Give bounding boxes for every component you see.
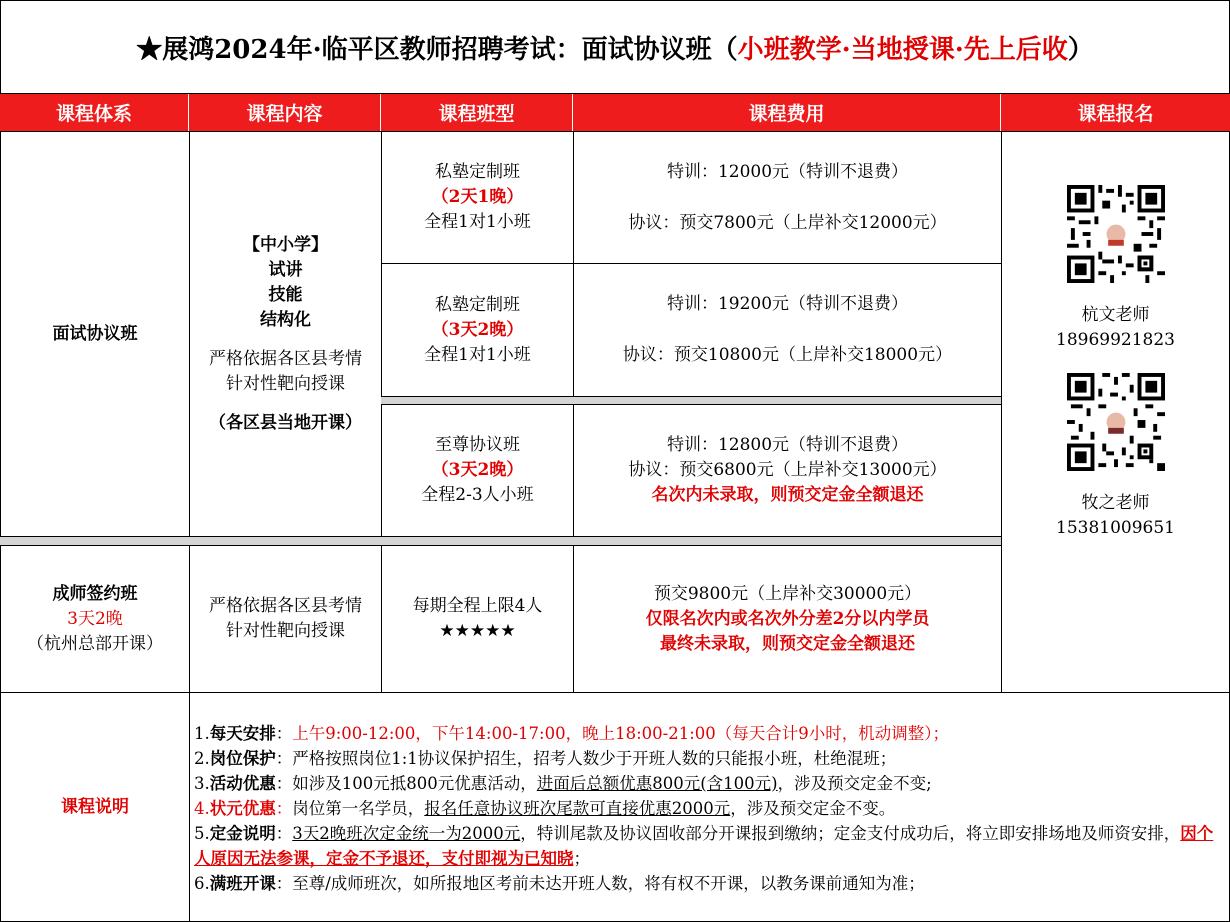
teacher-phone[interactable]: 15381009651 [1056,518,1175,538]
class-name: 私塾定制班 [435,294,520,315]
master-content-2: 针对性靶向授课 [226,621,345,641]
fee-agreement: 协议：预交6800元（上岸补交13000元） [628,460,947,480]
content-desc-1: 严格依据各区县考情 [209,348,362,369]
note-colon: ： [275,874,293,893]
note-number: 2. [194,749,210,768]
fee-training: 特训：12000元（特训不退费） [666,161,909,182]
note-colon: ： [275,749,293,768]
note-heading: 定金说明 [209,824,276,843]
signup-cell [1001,131,1230,693]
note-text: 岗位第一名学员， [292,799,425,818]
fee-training: 特训：12800元（特训不退费） [666,435,909,455]
fee-refund-note: 名次内未录取，则预交定金全额退还 [651,485,924,505]
note-text: 严格按照岗位1:1协议保护招生，招考人数少于开班人数的只能报小班，杜绝混班； [292,749,897,768]
header-course-content: 课程内容 [189,94,381,131]
class-name: 至尊协议班 [435,435,520,455]
note-colon: ： [275,724,293,743]
note-heading: 活动优惠 [209,774,276,793]
class-type-row-3 [381,404,574,537]
fee-row-3 [573,404,1002,537]
note-colon: ： [275,799,293,818]
page-title [0,0,1230,94]
note-text: 至尊/成师班次，如所报地区考前未达开班人数，将有权不开课，以教务课前通知为准； [292,874,925,893]
fee-row-2 [573,263,1002,397]
title-close: ） [1067,34,1094,65]
master-location: （杭州总部开课） [27,633,163,654]
teacher-name: 杭文老师 [1081,305,1150,325]
class-size: 全程1对1小班 [424,212,531,232]
note-text: 如涉及100元抵800元优惠活动， [292,774,537,793]
note-line-1 [194,721,1225,746]
master-fee-3: 最终未录取，则预交定金全额退还 [660,633,915,654]
master-system-label: 成师签约班 [52,583,138,604]
note-text: ，涉及预交定金不变; [777,774,932,793]
note-text: 上午9:00-12:00，下午14:00-17:00，晚上18:00-21:00（每天合计9小时，机动调整）； [292,724,950,743]
note-text-underlined: 进面后总额优惠800元(含100元) [536,774,778,793]
note-line-2 [194,746,1225,771]
note-text: ，特训尾款及协议固收部分开课报到缴纳；定金支付成功后，将立即安排场地及师资安排， [520,824,1181,843]
class-size: 全程2-3人小班 [421,485,534,505]
interview-content-cell [189,131,382,537]
class-size: 全程1对1小班 [424,344,531,365]
content-local: （各区县当地开课） [209,412,362,433]
content-level: 【中小学】 [243,234,328,255]
header-class-type: 课程班型 [381,94,573,131]
note-colon: ： [275,774,293,793]
note-heading: 岗位保护 [209,749,276,768]
title-main: ★展鸿2024年·临平区教师招聘考试：面试协议班（ [136,34,738,65]
note-text-underlined: 3天2晚班次定金统一为2000元 [292,824,521,843]
class-type-row-2 [381,263,574,397]
interview-system-label: 面试协议班 [52,323,138,344]
note-heading: 每天安排 [209,724,276,743]
master-system-cell [0,545,190,693]
master-fee-cell [573,545,1002,693]
note-number: 4. [194,799,210,818]
content-desc-2: 针对性靶向授课 [226,373,345,394]
note-text-warning: 因个人原因无法参课，定金不予退还，支付即视为已知晓 [194,824,1214,868]
note-heading: 状元优惠 [209,799,276,818]
note-line-5 [194,821,1225,871]
title-highlight: 小班教学·当地授课·先上后收 [737,34,1068,65]
header-course-system: 课程体系 [0,94,189,131]
content-item-structured: 结构化 [260,309,311,330]
master-content-1: 严格依据各区县考情 [209,596,362,616]
notes-label-cell [0,692,190,922]
note-heading: 满班开课 [209,874,276,893]
note-text-underlined: 报名任意协议班次尾款可直接优惠2000元 [424,799,731,818]
note-number: 3. [194,774,210,793]
qr-code-icon[interactable] [1067,373,1165,471]
fee-agreement: 协议：预交10800元（上岸补交18000元） [622,345,953,365]
content-item-skill: 技能 [268,284,303,305]
note-number: 6. [194,874,210,893]
teacher-phone[interactable]: 18969921823 [1056,330,1175,350]
content-item-lecture: 试讲 [268,259,303,280]
qr-code-icon[interactable] [1067,185,1165,283]
teacher-name: 牧之老师 [1081,493,1150,513]
note-text: ，涉及预交定金不变。 [730,799,896,818]
class-duration: （2天1晚） [431,187,524,207]
class-duration: （3天2晚） [431,460,524,480]
master-class-cell [381,545,574,693]
note-number: 1. [194,724,210,743]
note-colon: ： [275,824,293,843]
note-line-4 [194,796,1225,821]
master-duration: 3天2晚 [67,608,123,629]
note-line-6 [194,871,1225,896]
interview-system-cell [0,131,190,537]
master-fee-2: 仅限名次内或名次外分差2分以内学员 [645,608,930,629]
note-number: 5. [194,824,210,843]
notes-body [189,692,1230,922]
fee-row-1 [573,131,1002,264]
fee-agreement: 协议：预交7800元（上岸补交12000元） [628,212,947,233]
note-line-3 [194,771,1225,796]
class-type-row-1 [381,131,574,264]
class-duration: （3天2晚） [431,319,524,340]
master-content-cell [189,545,382,693]
master-rating-stars: ★★★★★ [439,621,516,641]
master-class-size: 每期全程上限4人 [412,596,543,616]
header-course-fee: 课程费用 [573,94,1001,131]
class-name: 私塾定制班 [435,162,520,182]
fee-training: 特训：19200元（特训不退费） [666,294,909,314]
header-signup: 课程报名 [1001,94,1230,131]
note-text: ； [573,849,590,868]
notes-label: 课程说明 [61,796,129,817]
master-fee-1: 预交9800元（上岸补交30000元） [653,583,922,604]
